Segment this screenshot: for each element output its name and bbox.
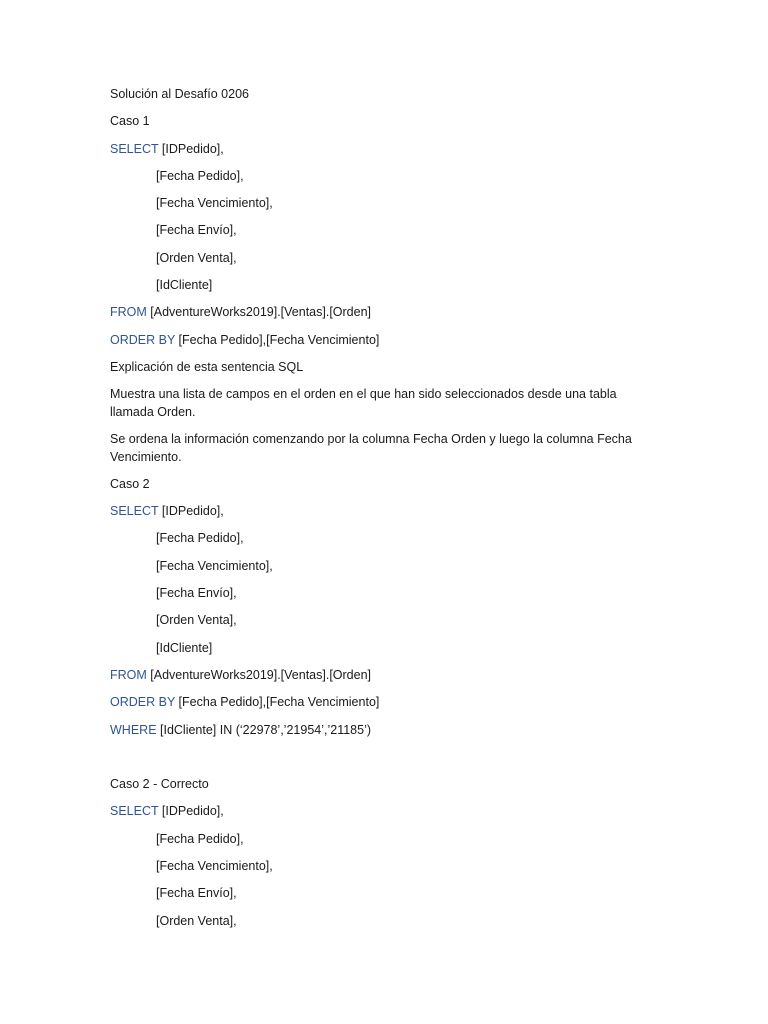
case2-where-line xyxy=(110,722,655,740)
blank-line xyxy=(110,749,655,767)
select-first-field: [IDPedido], xyxy=(158,804,224,819)
case2-order-line xyxy=(110,694,655,712)
case2-heading: Caso 2 xyxy=(110,476,150,491)
select-keyword: SELECT xyxy=(110,141,159,156)
case1-field: [Orden Venta], xyxy=(156,250,237,265)
case2-field: [Fecha Vencimiento], xyxy=(156,558,273,573)
document-title: Solución al Desafío 0206 xyxy=(110,87,249,101)
case2-correct-field: [Fecha Pedido], xyxy=(156,831,244,846)
select-first-field: [IDPedido], xyxy=(158,504,224,519)
case1-order-line xyxy=(110,332,655,350)
case1-field: [Fecha Pedido], xyxy=(156,168,244,183)
case1-select-line xyxy=(110,141,655,159)
from-table: [AdventureWorks2019].[Ventas].[Orden] xyxy=(146,305,372,320)
select-keyword: SELECT xyxy=(110,804,159,819)
explanation-paragraph-1: Muestra una lista de campos en el orden en el que han sido seleccionados desde una tabla llamada Orden. xyxy=(110,387,617,419)
where-condition: [IdCliente] IN (‘22978’,’21954’,’21185’) xyxy=(156,722,372,737)
case1-field: [Fecha Envío], xyxy=(156,223,237,238)
case1-field: [Fecha Vencimiento], xyxy=(156,196,273,211)
case2-correct-select-line xyxy=(110,803,655,821)
case2-correct-field: [Orden Venta], xyxy=(156,913,237,928)
case2-from-line xyxy=(110,667,655,685)
case2-field: [Fecha Envío], xyxy=(156,586,237,601)
where-keyword: WHERE xyxy=(110,722,157,737)
case2-field: [Fecha Pedido], xyxy=(156,531,244,546)
order-by-fields: [Fecha Pedido],[Fecha Vencimiento] xyxy=(175,332,380,347)
select-first-field: [IDPedido], xyxy=(158,141,224,156)
case2-correct-field: [Fecha Vencimiento], xyxy=(156,859,273,874)
from-table: [AdventureWorks2019].[Ventas].[Orden] xyxy=(146,667,372,682)
case2-correct-field: [Fecha Envío], xyxy=(156,886,237,901)
document-page xyxy=(110,86,655,940)
case1-from-line xyxy=(110,304,655,322)
order-by-fields: [Fecha Pedido],[Fecha Vencimiento] xyxy=(175,695,380,710)
case1-field: [IdCliente] xyxy=(156,278,213,293)
order-by-keyword: ORDER BY xyxy=(110,332,176,347)
from-keyword: FROM xyxy=(110,667,147,682)
select-keyword: SELECT xyxy=(110,504,159,519)
case2-field: [Orden Venta], xyxy=(156,613,237,628)
case2-correct-heading: Caso 2 - Correcto xyxy=(110,777,209,792)
case2-field: [IdCliente] xyxy=(156,640,213,655)
case2-select-line xyxy=(110,503,655,521)
explanation-heading: Explicación de esta sentencia SQL xyxy=(110,359,304,374)
order-by-keyword: ORDER BY xyxy=(110,695,176,710)
from-keyword: FROM xyxy=(110,305,147,320)
case1-heading: Caso 1 xyxy=(110,114,150,129)
explanation-paragraph-2: Se ordena la información comenzando por la columna Fecha Orden y luego la columna Fecha Vencimiento. xyxy=(110,432,632,464)
